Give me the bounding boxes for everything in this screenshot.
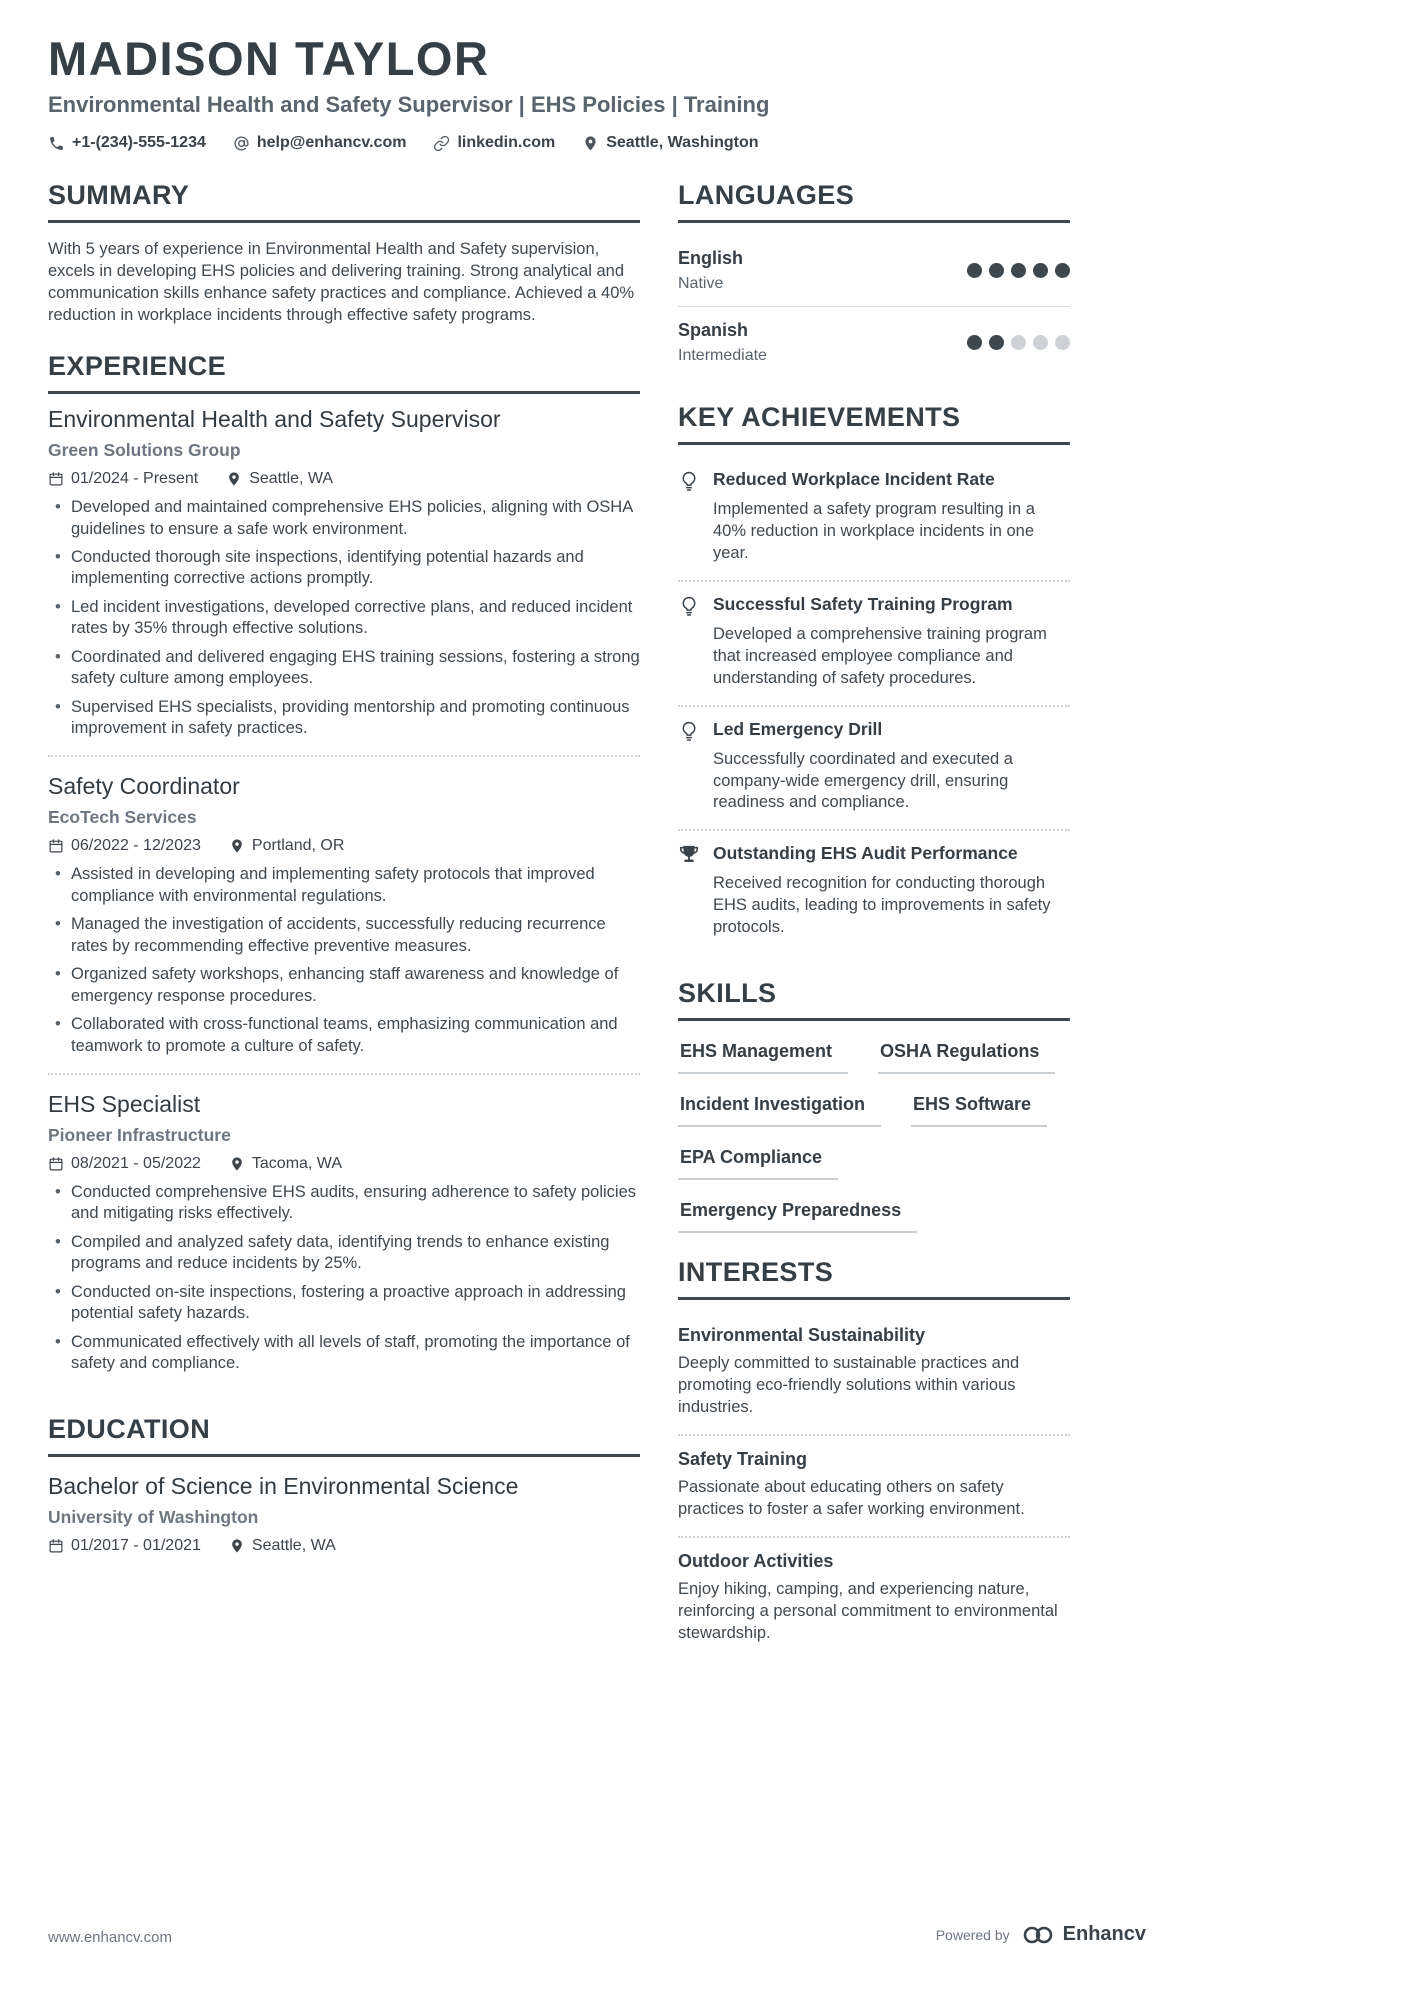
job-bullet: • Conducted thorough site inspections, identifying potential hazards and implementing corrective actions promptly. — [48, 547, 640, 590]
achievement-text: Implemented a safety program resulting in a 40% reduction in workplace incidents in one year. — [713, 500, 1035, 563]
at-icon — [233, 135, 250, 152]
languages-list — [678, 235, 1070, 378]
contact-item[interactable] — [48, 134, 206, 152]
contact-text: +1-(234)-555-1234 — [72, 134, 206, 152]
skills-heading: SKILLS — [678, 978, 1070, 1021]
achievement-title: Successful Safety Training Program — [713, 594, 1013, 615]
job-location — [229, 1155, 342, 1173]
job-bullets — [48, 1182, 640, 1375]
achievement-item — [678, 829, 1070, 954]
contact-text: Seattle, Washington — [606, 134, 759, 152]
experience-section — [48, 351, 640, 1390]
languages-heading: LANGUAGES — [678, 180, 1070, 223]
job-bullets — [48, 864, 640, 1057]
achievement-body — [713, 594, 1070, 690]
language-level: Intermediate — [678, 347, 767, 365]
right-column — [678, 180, 1070, 1683]
interests-list — [678, 1312, 1070, 1660]
level-dot — [1055, 263, 1070, 278]
job-bullet: • Managed the investigation of accidents, successfully reducing recurrence rates by recommending effective preventive measures. — [48, 914, 640, 957]
job-dates-text: 06/2022 - 12/2023 — [71, 837, 201, 855]
skill-tag: OSHA Regulations — [878, 1041, 1055, 1074]
job-bullet: • Collaborated with cross-functional teams, emphasizing communication and teamwork to promote a culture of safety. — [48, 1014, 640, 1057]
interest-text: Enjoy hiking, camping, and experiencing nature, reinforcing a personal commitment to environmental stewardship. — [678, 1579, 1058, 1642]
job-bullet: • Led incident investigations, developed corrective plans, and reduced incident rates by 35% through effective solutions. — [48, 597, 640, 640]
calendar-icon — [48, 471, 64, 487]
job-title: EHS Specialist — [48, 1090, 201, 1117]
job-dates — [48, 1155, 201, 1173]
skill-tag: Incident Investigation — [678, 1094, 881, 1127]
job-bullet: • Coordinated and delivered engaging EHS training sessions, fostering a strong safety culture among employees. — [48, 647, 640, 690]
jobs-list — [48, 406, 640, 1390]
interest-item — [678, 1312, 1070, 1434]
job-title: Environmental Health and Safety Supervisor — [48, 406, 501, 433]
job-bullet: • Conducted on-site inspections, fostering a proactive approach in addressing potential safety hazards. — [48, 1282, 640, 1325]
level-dot — [989, 335, 1004, 350]
level-dot — [967, 335, 982, 350]
language-info — [678, 248, 743, 293]
achievement-title: Reduced Workplace Incident Rate — [713, 469, 995, 490]
school: University of Washington — [48, 1507, 259, 1528]
achievement-item — [678, 705, 1070, 830]
powered-by-enhancv[interactable] — [936, 1923, 1146, 1946]
page-footer — [48, 1923, 1362, 1953]
skill-tag: Emergency Preparedness — [678, 1200, 917, 1233]
achievement-item — [678, 457, 1070, 580]
enhancv-logo — [1021, 1923, 1146, 1946]
language-item — [678, 235, 1070, 306]
interest-title: Safety Training — [678, 1448, 808, 1469]
education-dates-text: 01/2017 - 01/2021 — [71, 1537, 201, 1555]
job-location-text: Seattle, WA — [249, 470, 334, 488]
education-meta-row — [48, 1537, 640, 1555]
contact-item[interactable] — [433, 134, 555, 152]
level-dot — [967, 263, 982, 278]
language-level: Native — [678, 275, 724, 293]
experience-heading: EXPERIENCE — [48, 351, 640, 394]
job-bullet: • Organized safety workshops, enhancing staff awareness and knowledge of emergency response procedures. — [48, 964, 640, 1007]
contact-item[interactable] — [233, 134, 407, 152]
achievements-list — [678, 457, 1070, 954]
link-icon — [433, 135, 450, 152]
education-dates — [48, 1537, 201, 1555]
job-bullet: • Compiled and analyzed safety data, identifying trends to enhance existing programs and reduce incidents by 25%. — [48, 1232, 640, 1275]
summary-heading: SUMMARY — [48, 180, 640, 223]
location-icon — [229, 838, 245, 854]
interests-section — [678, 1257, 1070, 1660]
footer-website-link[interactable]: www.enhancv.com — [48, 1929, 172, 1946]
summary-section — [48, 180, 640, 327]
calendar-icon — [48, 1538, 64, 1554]
calendar-icon — [48, 838, 64, 854]
achievement-text: Successfully coordinated and executed a company-wide emergency drill, ensuring readiness and compliance. — [713, 749, 1013, 812]
interest-item — [678, 1434, 1070, 1536]
interest-title: Outdoor Activities — [678, 1550, 834, 1571]
language-item — [678, 306, 1070, 378]
language-dots — [967, 335, 1070, 350]
bulb-icon — [678, 470, 700, 492]
interest-title: Environmental Sustainability — [678, 1325, 926, 1346]
education-section — [48, 1414, 640, 1555]
achievements-section — [678, 402, 1070, 954]
level-dot — [989, 263, 1004, 278]
level-dot — [1033, 335, 1048, 350]
achievement-body — [713, 719, 1070, 815]
location-icon — [229, 1156, 245, 1172]
job-entry — [48, 755, 640, 1073]
job-company: EcoTech Services — [48, 807, 197, 828]
achievement-item — [678, 580, 1070, 705]
pin-icon — [582, 135, 599, 152]
skill-tag: EHS Software — [911, 1094, 1047, 1127]
education-location-text: Seattle, WA — [251, 1537, 336, 1555]
job-location-text: Portland, OR — [251, 837, 345, 855]
resume-body — [48, 180, 1362, 1683]
achievement-text: Received recognition for conducting thorough EHS audits, leading to improvements in safety protocols. — [713, 874, 1051, 937]
bulb-icon — [678, 595, 700, 617]
interest-text: Deeply committed to sustainable practices and promoting eco-friendly solutions within various industries. — [678, 1354, 1020, 1416]
bulb-icon — [678, 720, 700, 742]
interest-item — [678, 1536, 1070, 1660]
language-name: Spanish — [678, 320, 749, 341]
job-location — [226, 470, 333, 488]
achievement-title: Outstanding EHS Audit Performance — [713, 843, 1018, 864]
trophy-icon — [678, 844, 700, 866]
job-meta-row — [48, 470, 640, 488]
location-icon — [229, 1538, 245, 1554]
job-meta-row — [48, 1155, 640, 1173]
powered-by-label: Powered by — [935, 1926, 1010, 1943]
contact-text: linkedin.com — [457, 134, 556, 152]
candidate-headline: Environmental Health and Safety Supervisor | EHS Policies | Training — [48, 92, 770, 118]
language-name: English — [678, 248, 744, 269]
contact-text: help@enhancv.com — [256, 134, 407, 152]
contact-item[interactable] — [582, 134, 758, 152]
candidate-name: MADISON TAYLOR — [48, 32, 490, 85]
achievement-text: Developed a comprehensive training program that increased employee compliance and understanding of safety procedures. — [713, 624, 1047, 687]
phone-icon — [48, 135, 65, 152]
left-column — [48, 180, 640, 1683]
job-dates-text: 01/2024 - Present — [71, 470, 199, 488]
enhancv-logo-icon — [1021, 1924, 1055, 1946]
summary-text: With 5 years of experience in Environmental Health and Safety supervision, excels in developing EHS policies and delivering training. Strong analytical and communication skills enhance safety practices and compliance. Achieved a 40% reduction in workplace incidents through effective safety programs. — [48, 240, 635, 325]
job-entry — [48, 406, 640, 755]
calendar-icon — [48, 1156, 64, 1172]
education-location — [229, 1537, 336, 1555]
level-dot — [1011, 263, 1026, 278]
interests-heading: INTERESTS — [678, 1257, 1070, 1300]
job-bullet: • Conducted comprehensive EHS audits, ensuring adherence to safety policies and mitigating risks effectively. — [48, 1182, 640, 1225]
skills-list — [678, 1033, 1070, 1233]
job-company: Pioneer Infrastructure — [48, 1124, 231, 1145]
contact-row — [48, 134, 1362, 152]
interest-text: Passionate about educating others on safety practices to foster a safer working environment. — [678, 1477, 1025, 1518]
language-dots — [967, 263, 1070, 278]
job-location — [229, 837, 344, 855]
achievement-body — [713, 843, 1070, 939]
skills-section — [678, 978, 1070, 1233]
job-dates — [48, 837, 201, 855]
resume-header — [48, 34, 1362, 152]
job-company: Green Solutions Group — [48, 440, 241, 461]
job-title: Safety Coordinator — [48, 773, 240, 800]
achievement-title: Led Emergency Drill — [713, 718, 883, 739]
job-bullet: • Communicated effectively with all levels of staff, promoting the importance of safety and compliance. — [48, 1332, 640, 1375]
education-entry — [48, 1469, 640, 1555]
job-dates-text: 08/2021 - 05/2022 — [71, 1154, 201, 1172]
achievements-heading: KEY ACHIEVEMENTS — [678, 402, 1070, 445]
location-icon — [226, 471, 242, 487]
job-bullets — [48, 497, 640, 739]
skill-tag: EPA Compliance — [678, 1147, 838, 1180]
languages-section — [678, 180, 1070, 378]
job-bullet: • Supervised EHS specialists, providing mentorship and promoting continuous improvement in safety practices. — [48, 697, 640, 740]
degree: Bachelor of Science in Environmental Science — [48, 1473, 519, 1500]
level-dot — [1033, 263, 1048, 278]
job-meta-row — [48, 837, 640, 855]
language-info — [678, 320, 767, 365]
level-dot — [1011, 335, 1026, 350]
skill-tag: EHS Management — [678, 1041, 848, 1074]
education-heading: EDUCATION — [48, 1414, 640, 1457]
job-location-text: Tacoma, WA — [251, 1154, 342, 1172]
job-bullet: • Developed and maintained comprehensive EHS policies, aligning with OSHA guidelines to ensure a safe work environment. — [48, 497, 640, 540]
level-dot — [1055, 335, 1070, 350]
job-bullet: • Assisted in developing and implementing safety protocols that improved compliance with environmental regulations. — [48, 864, 640, 907]
achievement-body — [713, 469, 1070, 565]
job-entry — [48, 1073, 640, 1391]
job-dates — [48, 470, 198, 488]
enhancv-logo-text: Enhancv — [1062, 1923, 1146, 1945]
